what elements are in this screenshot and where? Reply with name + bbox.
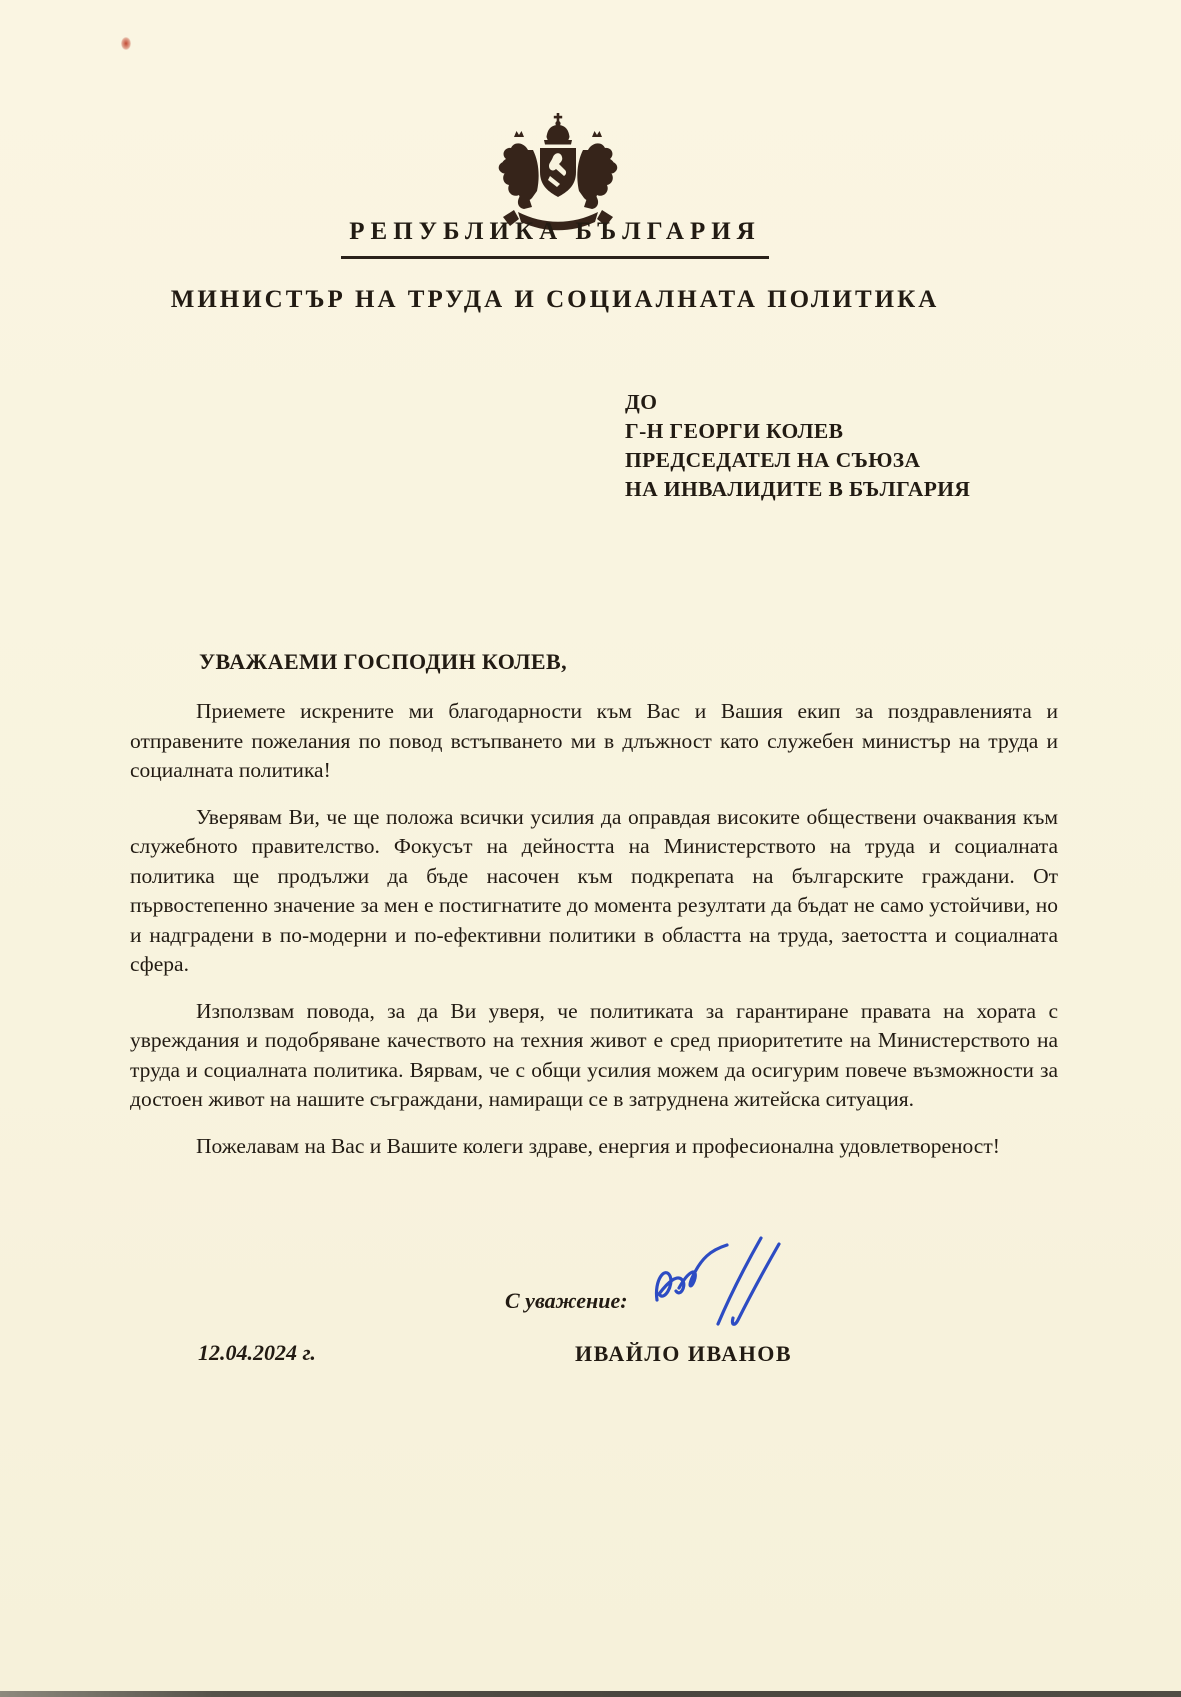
- letter-body: [130, 697, 1058, 1178]
- salutation: УВАЖАЕМИ ГОСПОДИН КОЛЕВ,: [199, 649, 567, 674]
- letter-date: 12.04.2024 г.: [198, 1340, 316, 1365]
- recipient-block: [625, 388, 970, 504]
- valediction: С уважение:: [505, 1288, 628, 1313]
- body-paragraph: Пожелавам на Вас и Вашите колеги здраве, енергия и професионална удовлетвореност!: [196, 1133, 1000, 1158]
- handwritten-signature-icon: [645, 1236, 805, 1341]
- republic-title: РЕПУБЛИКА БЪЛГАРИЯ: [341, 218, 769, 259]
- recipient-line: ДО: [625, 390, 658, 414]
- body-paragraph: Използвам повода, за да Ви уверя, че политиката за гарантиране правата на хората с увреждания и подобряване качеството на техния живот е сред приоритетите на Министерството на труда и социалната политика. Вярвам, че с общи усилия можем да осигурим повече възможности за достоен живот на нашите съграждани, намиращи се в затруднена житейска ситуация.: [130, 998, 1058, 1111]
- recipient-line: ПРЕДСЕДАТЕЛ НА СЪЮЗА: [625, 448, 921, 472]
- recipient-line: НА ИНВАЛИДИТЕ В БЪЛГАРИЯ: [625, 477, 971, 501]
- signer-name: ИВАЙЛО ИВАНОВ: [575, 1341, 793, 1366]
- recipient-line: Г-Н ГЕОРГИ КОЛЕВ: [625, 419, 844, 443]
- body-paragraph: Приемете искрените ми благодарности към Вас и Вашия екип за поздравленията и отправените пожелания по повод встъпването ми в длъжност като служебен министър на труда и социалната политика!: [130, 699, 1058, 782]
- scan-artifact-dot: [121, 37, 131, 50]
- minister-title: МИНИСТЪР НА ТРУДА И СОЦИАЛНАТА ПОЛИТИКА: [170, 286, 940, 313]
- scan-edge-strip: [0, 1691, 1181, 1697]
- body-paragraph: Уверявам Ви, че ще положа всички усилия да оправдая високите обществени очаквания към служебното правителство. Фокусът на дейността на Министерството на труда и социалната политика ще продължи да бъде насочен към подкрепата на българските граждани. От първостепенно значение за мен е постигнатите до момента резултати да бъдат не само устойчиви, но и надградени в по-модерни и по-ефективни политики в областта на труда, заетостта и социалната сфера.: [130, 804, 1058, 976]
